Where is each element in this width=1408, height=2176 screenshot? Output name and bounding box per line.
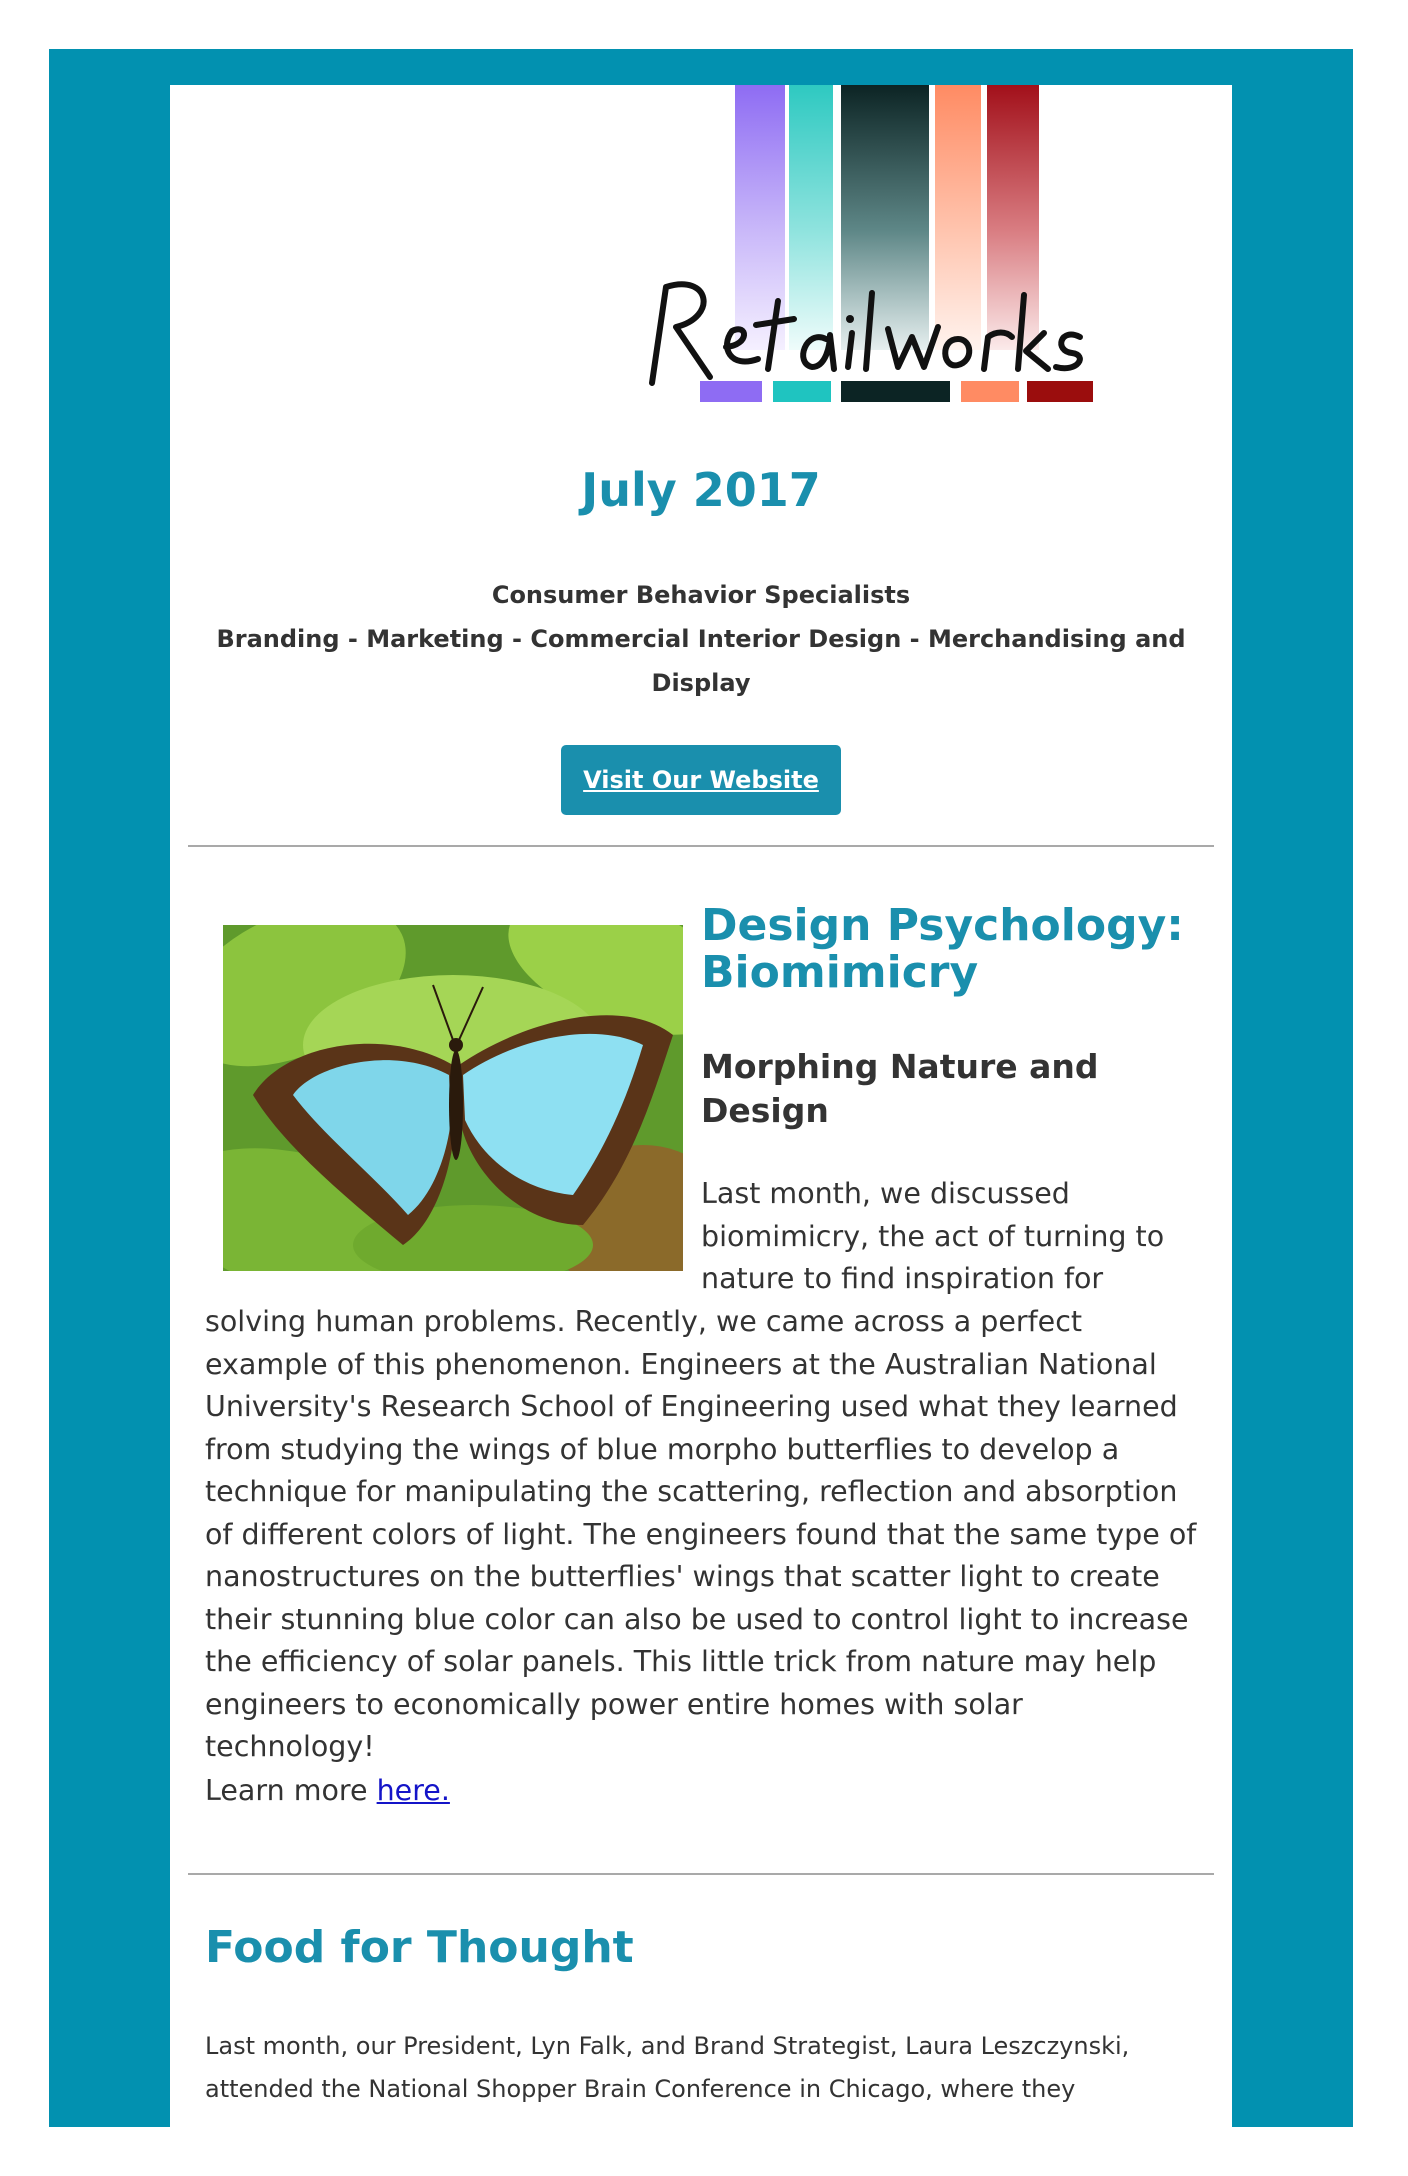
newsletter-card [170, 85, 1232, 2127]
food-for-thought-title: Food for Thought [205, 1922, 634, 1973]
learn-more-link[interactable]: here. [376, 1774, 450, 1807]
article-body-intro: Last month, we discussed biomimicry, the act of turning to nature to find inspiration for [701, 1177, 1165, 1295]
tagline-specialists: Consumer Behavior Specialists [491, 581, 911, 609]
logo-wordmark [640, 265, 1100, 405]
butterfly-illustration [223, 925, 683, 1271]
tagline-services: Branding - Marketing - Commercial Interior Design - Merchandising and Display [216, 625, 1186, 697]
section-divider [188, 845, 1214, 847]
issue-date: July 2017 [581, 463, 821, 517]
section-divider [188, 1873, 1214, 1875]
learn-more-text: Learn more [205, 1774, 377, 1807]
butterfly-photo[interactable] [223, 925, 683, 1271]
visit-website-button[interactable]: Visit Our Website [561, 745, 841, 815]
article-title: Design Psychology: Biomimicry [701, 900, 1184, 998]
tagline [210, 573, 1192, 705]
article-subtitle: Morphing Nature and Design [701, 1047, 1099, 1130]
learn-more-line [205, 1770, 1200, 1813]
food-for-thought-body: Last month, our President, Lyn Falk, and Brand Strategist, Laura Leszczynski, attended the National Shopper Brain Conference in Chicago, where they [205, 2032, 1130, 2103]
article-body: solving human problems. Recently, we came across a perfect example of this phenomenon. Engineers at the Australian National University's Research School of Engineering used what they learned from studying the wings of blue morpho butterflies to develop a technique for manipulating the scattering, reflection and absorption of different colors of light. The engineers found that the same type of nanostructures on the butterflies' wings that scatter light to create their stunning blue color can also be used to control light to increase the efficiency of solar panels. This little trick from nature may help engineers to economically power entire homes with solar technology! [205, 1305, 1197, 1763]
retailworks-logo[interactable] [470, 85, 930, 410]
